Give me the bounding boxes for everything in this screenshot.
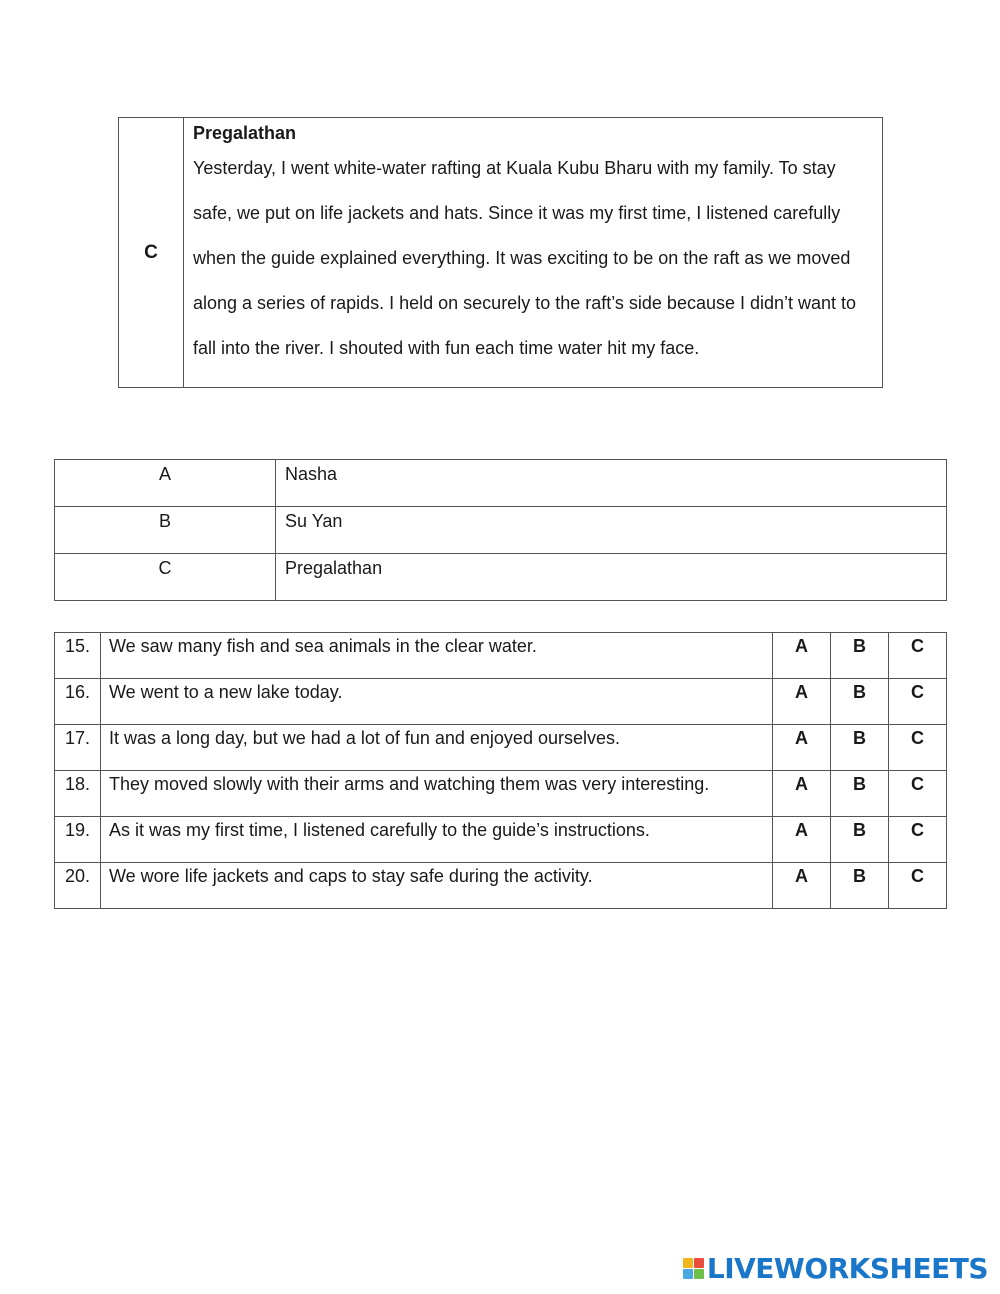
question-number: 17. (55, 725, 101, 771)
logo-square (694, 1269, 704, 1279)
option-c[interactable]: C (889, 771, 947, 817)
question-text: We went to a new lake today. (101, 679, 773, 725)
option-b[interactable]: B (831, 679, 889, 725)
key-name: Pregalathan (276, 554, 947, 601)
passage-text: Yesterday, I went white-water rafting at Kuala Kubu Bharu with my family. To stay safe, we put on life jackets and hats. Since it was my first time, I listened carefully when the guide explained everything. It was exciting to be on the raft as we moved along a series of rapids. I held on securely to the raft’s side because I didn’t want to fall into the river. I shouted with fun each time water hit my face. (193, 158, 857, 358)
option-a[interactable]: A (773, 679, 831, 725)
key-letter: C (55, 554, 276, 601)
option-c[interactable]: C (889, 863, 947, 909)
question-row (55, 771, 947, 817)
logo-square (683, 1258, 693, 1268)
question-row (55, 817, 947, 863)
option-b[interactable]: B (831, 725, 889, 771)
option-a[interactable]: A (773, 863, 831, 909)
question-text: We saw many fish and sea animals in the clear water. (101, 633, 773, 679)
option-a[interactable]: A (773, 633, 831, 679)
key-row (55, 554, 947, 601)
option-c[interactable]: C (889, 817, 947, 863)
key-row (55, 507, 947, 554)
question-number: 18. (55, 771, 101, 817)
logo-square (694, 1258, 704, 1268)
question-number: 16. (55, 679, 101, 725)
option-b[interactable]: B (831, 771, 889, 817)
question-number: 15. (55, 633, 101, 679)
option-b[interactable]: B (831, 863, 889, 909)
question-row (55, 725, 947, 771)
question-text: As it was my first time, I listened carefully to the guide’s instructions. (101, 817, 773, 863)
key-letter: B (55, 507, 276, 554)
question-row (55, 863, 947, 909)
option-b[interactable]: B (831, 633, 889, 679)
option-a[interactable]: A (773, 771, 831, 817)
option-b[interactable]: B (831, 817, 889, 863)
question-row (55, 679, 947, 725)
logo-text: LIVEWORKSHEETS (706, 1252, 988, 1285)
option-a[interactable]: A (773, 817, 831, 863)
passage-content (184, 118, 883, 388)
passage-table (118, 117, 883, 388)
key-letter: A (55, 460, 276, 507)
question-table (54, 632, 947, 909)
question-number: 19. (55, 817, 101, 863)
name-key-table (54, 459, 947, 601)
key-name: Su Yan (276, 507, 947, 554)
logo-square (683, 1269, 693, 1279)
option-c[interactable]: C (889, 679, 947, 725)
option-c[interactable]: C (889, 725, 947, 771)
question-text: It was a long day, but we had a lot of fun and enjoyed ourselves. (101, 725, 773, 771)
writer-name: Pregalathan (193, 123, 297, 143)
key-name: Nasha (276, 460, 947, 507)
question-row (55, 633, 947, 679)
liveworksheets-logo (683, 1252, 988, 1285)
question-text: They moved slowly with their arms and watching them was very interesting. (101, 771, 773, 817)
option-a[interactable]: A (773, 725, 831, 771)
key-row (55, 460, 947, 507)
passage-letter: C (119, 118, 184, 388)
logo-mark-icon (683, 1258, 704, 1279)
option-c[interactable]: C (889, 633, 947, 679)
question-number: 20. (55, 863, 101, 909)
question-text: We wore life jackets and caps to stay safe during the activity. (101, 863, 773, 909)
